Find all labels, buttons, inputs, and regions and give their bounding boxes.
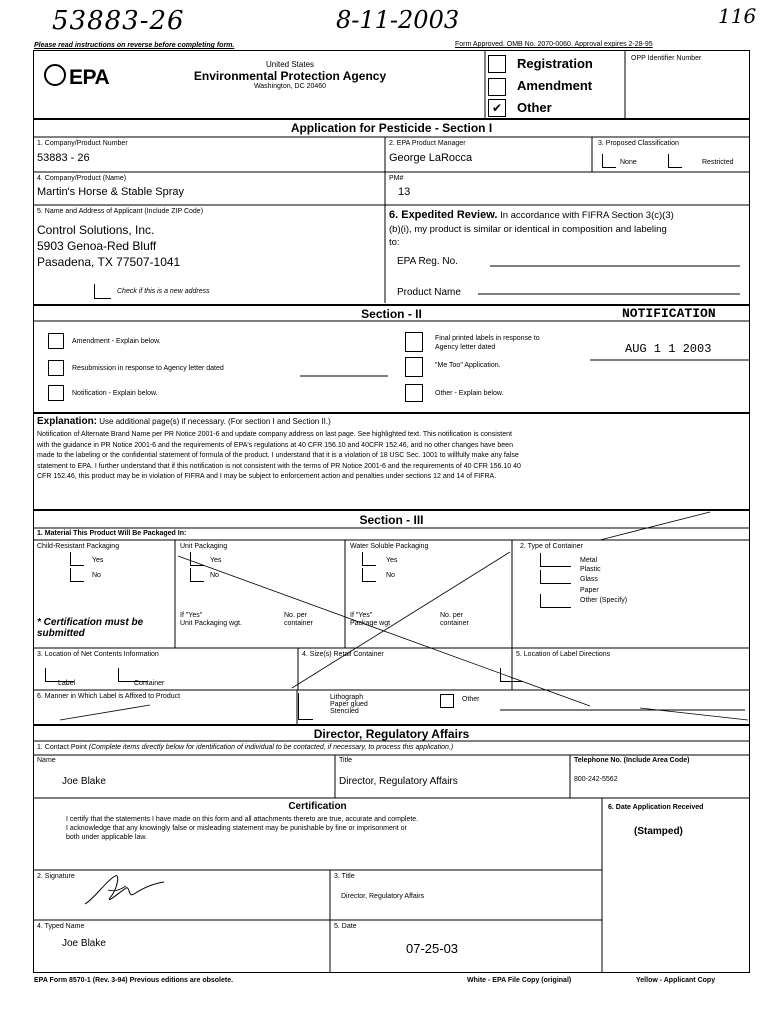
contact-title-label: Title	[339, 757, 352, 764]
child-resistant-no-checkbox[interactable]	[70, 568, 84, 582]
explanation-line: statement to EPA. I further understand that if this notification is not consistent with the terms of PR Notice 2001-6 and the requirements of 40 CFR 156.10 40	[37, 462, 521, 470]
amendment-explain-label: Amendment - Explain below.	[72, 338, 161, 345]
resubmission-checkbox[interactable]	[48, 360, 64, 376]
explanation-line: with the guidance in PR Notice 2001-6 and the requirements of EPA's regulations at 40 CFR 156.10 and 40CFR 152.46, and no other changes have been	[37, 441, 513, 449]
unit-container: container	[284, 620, 313, 627]
new-address-label: Check if this is a new address	[117, 288, 210, 295]
stamped-label: (Stamped)	[634, 826, 683, 837]
applicant-line: Pasadena, TX 77507-1041	[37, 255, 181, 269]
plastic-checkbox[interactable]	[540, 570, 571, 584]
manner-checkbox[interactable]	[298, 693, 313, 720]
manner-other: Other	[462, 696, 480, 703]
child-resistant-yes-checkbox[interactable]	[70, 552, 84, 566]
paper-checkbox[interactable]	[540, 594, 571, 608]
water-soluble-yes-checkbox[interactable]	[362, 552, 376, 566]
agency-city: Washington, DC 20460	[253, 83, 327, 90]
typed-name: Joe Blake	[62, 938, 106, 949]
telephone-label: Telephone No. (Include Area Code)	[574, 757, 690, 764]
certification-line: both under applicable law.	[66, 834, 147, 841]
applicant-line: 5903 Genoa-Red Bluff	[37, 239, 157, 253]
new-address-checkbox[interactable]	[94, 284, 111, 299]
explanation-line: Notification of Alternate Brand Name per PR Notice 2001-6 and update company address on last page. See highlighted text. This notification is consistent	[37, 431, 512, 438]
company-product-number-label: 1. Company/Product Number	[37, 140, 128, 147]
unit-no-per: No. per	[284, 612, 307, 619]
other-explain-checkbox[interactable]	[405, 384, 423, 402]
container-metal: Metal	[580, 557, 598, 564]
final-labels-checkbox[interactable]	[405, 332, 423, 352]
container-other: Other (Specify)	[580, 597, 628, 604]
received-date-stamp: AUG 1 1 2003	[625, 342, 712, 356]
manner-lithograph: Lithograph	[330, 694, 364, 701]
net-container: Container	[134, 680, 165, 687]
proposed-classification-label: 3. Proposed Classification	[598, 140, 679, 147]
date-received-label: 6. Date Application Received	[608, 804, 704, 811]
water-soluble-no: No	[386, 572, 395, 579]
unit-packaging-no: No	[210, 572, 219, 579]
agency-letter-label: Agency letter dated	[435, 344, 496, 351]
manner-options	[330, 694, 368, 715]
net-label: Label	[58, 680, 76, 687]
certification-title: Certification	[288, 801, 347, 812]
option-amendment: Amendment	[517, 78, 593, 93]
date-5-label: 5. Date	[334, 923, 357, 930]
white-copy-label: White - EPA File Copy (original)	[467, 977, 572, 984]
telephone: 800-242-5562	[574, 776, 618, 783]
company-product-number: 53883 - 26	[37, 152, 90, 164]
explanation-line: made to the labeling or the confidential statement of formula of the product. I understand that it is a violation of 18 USC Sec. 1001 to willfully make any false	[37, 452, 519, 459]
applicant-label: 5. Name and Address of Applicant (Include ZIP Code)	[37, 208, 204, 215]
manner-other-checkbox[interactable]	[440, 694, 454, 708]
unit-if-yes: If "Yes"	[180, 612, 203, 619]
classification-restricted-checkbox[interactable]	[668, 154, 682, 168]
child-resistant-yes: Yes	[92, 557, 104, 564]
section-1-title: Application for Pesticide - Section I	[290, 121, 493, 135]
registration-checkbox[interactable]	[488, 55, 506, 73]
certification-line: I certify that the statements I have made on this form and all attachments thereto are true, accurate and complete.	[66, 816, 419, 823]
yellow-copy-label: Yellow - Applicant Copy	[636, 977, 716, 984]
water-soluble-no-checkbox[interactable]	[362, 568, 376, 582]
location-net-label: 3. Location of Net Contents Information	[37, 651, 159, 658]
water-soluble-yes: Yes	[386, 557, 398, 564]
agency-country: United States	[265, 60, 315, 69]
option-registration: Registration	[517, 56, 593, 71]
water-soluble-label: Water Soluble Packaging	[350, 543, 429, 550]
option-other: Other	[517, 100, 552, 115]
explanation-text	[37, 430, 749, 483]
epa-logo	[44, 64, 109, 90]
opp-identifier-label: OPP Identifier Number	[631, 55, 702, 62]
other-checkbox[interactable]: ✔	[488, 99, 506, 117]
metal-checkbox[interactable]	[540, 553, 571, 567]
notification-label: Notification - Explain below.	[72, 390, 158, 397]
contact-name-label: Name	[37, 757, 56, 764]
typed-name-label: 4. Typed Name	[37, 923, 85, 930]
contact-title: Director, Regulatory Affairs	[339, 776, 458, 787]
pm-label: PM#	[389, 175, 404, 182]
unit-packaging-yes-checkbox[interactable]	[190, 552, 204, 566]
signature-image	[80, 868, 170, 912]
unit-packaging-no-checkbox[interactable]	[190, 568, 204, 582]
explanation-label: Explanation:	[37, 416, 98, 427]
water-container: container	[440, 620, 469, 627]
signature-label: 2. Signature	[37, 873, 75, 880]
classification-none-checkbox[interactable]	[602, 154, 616, 168]
section-4-title: Director, Regulatory Affairs	[313, 727, 470, 741]
pm-number: 13	[398, 186, 411, 198]
company-product-name-label: 4. Company/Product (Name)	[37, 175, 127, 182]
title-3: Director, Regulatory Affairs	[341, 893, 425, 900]
water-if-yes: If "Yes"	[350, 612, 373, 619]
container-glass: Glass	[580, 576, 598, 583]
applicant-line: Control Solutions, Inc.	[37, 223, 155, 237]
expedited-text-2: (b)(i), my product is similar or identical in composition and labeling	[389, 224, 667, 235]
contact-name: Joe Blake	[62, 776, 106, 787]
form-approved: Form Approved. OMB No. 2070-0060. Approval expires 2-28-95	[455, 41, 653, 48]
handwritten-date: 8-11-2003	[336, 6, 460, 34]
classification-none: None	[620, 159, 637, 166]
handwritten-file-number: 53883-26	[52, 6, 185, 36]
me-too-checkbox[interactable]	[405, 357, 423, 377]
manner-label: 6. Manner in Which Label is Affixed to Product	[37, 693, 181, 700]
certification-text	[66, 815, 418, 842]
form-number: EPA Form 8570-1 (Rev. 3-94) Previous editions are obsolete.	[34, 977, 234, 984]
explanation-line: CFR 152.46, this product may be in violation of FIFRA and I may be subject to enforcement action and penalties under sections 12 and 14 of FIFRA.	[37, 473, 497, 480]
unit-packaging-wgt: Unit Packaging wgt.	[180, 620, 242, 627]
applicant-address	[37, 222, 180, 270]
product-manager-label: 2. EPA Product Manager	[389, 140, 466, 147]
contact-point-label: 1. Contact Point	[37, 744, 87, 751]
company-product-name: Martin's Horse & Stable Spray	[37, 186, 184, 198]
epa-seal-icon	[44, 64, 66, 86]
certification-line: I acknowledge that any knowingly false or misleading statement may be punishable by fine or imprisonment or	[66, 825, 407, 832]
notification-stamp: NOTIFICATION	[622, 306, 716, 321]
final-labels-label: Final printed labels in response to	[435, 335, 540, 342]
product-name-label: Product Name	[397, 287, 461, 298]
classification-restricted: Restricted	[702, 159, 734, 166]
product-manager: George LaRocca	[389, 152, 473, 164]
me-too-label: "Me Too" Application.	[435, 362, 501, 369]
expedited-to: to:	[389, 237, 400, 248]
contact-point-hint: (Complete items directly below for identification of individual to be contacted, if necessary, to process this application.)	[88, 744, 454, 751]
container-paper: Paper	[580, 587, 599, 594]
child-resistant-label: Child-Resistant Packaging	[37, 543, 120, 550]
resubmission-label: Resubmission in response to Agency letter dated	[72, 365, 224, 372]
manner-paper-glued: Paper glued	[330, 701, 368, 708]
label-directions-checkbox[interactable]	[500, 668, 523, 682]
container-type-label: 2. Type of Container	[520, 543, 583, 550]
epa-logo-text: EPA	[69, 66, 110, 89]
water-no-per: No. per	[440, 612, 463, 619]
amendment-explain-checkbox[interactable]	[48, 333, 64, 349]
location-label-directions: 5. Location of Label Directions	[516, 651, 611, 658]
expedited-text: In accordance with FIFRA Section 3(c)(3)	[500, 210, 674, 221]
unit-packaging-yes: Yes	[210, 557, 222, 564]
material-label: 1. Material This Product Will Be Packaged In:	[37, 530, 187, 537]
handwritten-page-number: 116	[718, 4, 757, 28]
amendment-checkbox[interactable]	[488, 78, 506, 96]
title-3-label: 3. Title	[334, 873, 355, 880]
other-explain-label: Other - Explain below.	[435, 390, 504, 397]
epa-reg-label: EPA Reg. No.	[397, 256, 458, 267]
section-3-title: Section - III	[359, 513, 424, 527]
notification-checkbox[interactable]	[48, 385, 64, 401]
section-2-title: Section - II	[361, 307, 422, 321]
manner-stenciled: Stenciled	[330, 708, 359, 715]
unit-packaging-label: Unit Packaging	[180, 543, 228, 550]
explanation-hint: Use additional page(s) if necessary. (For section I and Section II.)	[99, 417, 331, 426]
size-retail-label: 4. Size(s) Retail Container	[302, 651, 384, 658]
package-wgt: Package wgt	[350, 620, 391, 627]
container-plastic: Plastic	[580, 566, 601, 573]
certification-note: * Certification must be submitted	[37, 617, 144, 639]
child-resistant-no: No	[92, 572, 101, 579]
expedited-title: 6. Expedited Review.	[389, 209, 498, 221]
instructions-note: Please read instructions on reverse before completing form.	[34, 42, 235, 49]
date-5: 07-25-03	[406, 941, 459, 956]
agency-name: Environmental Protection Agency	[193, 69, 387, 83]
